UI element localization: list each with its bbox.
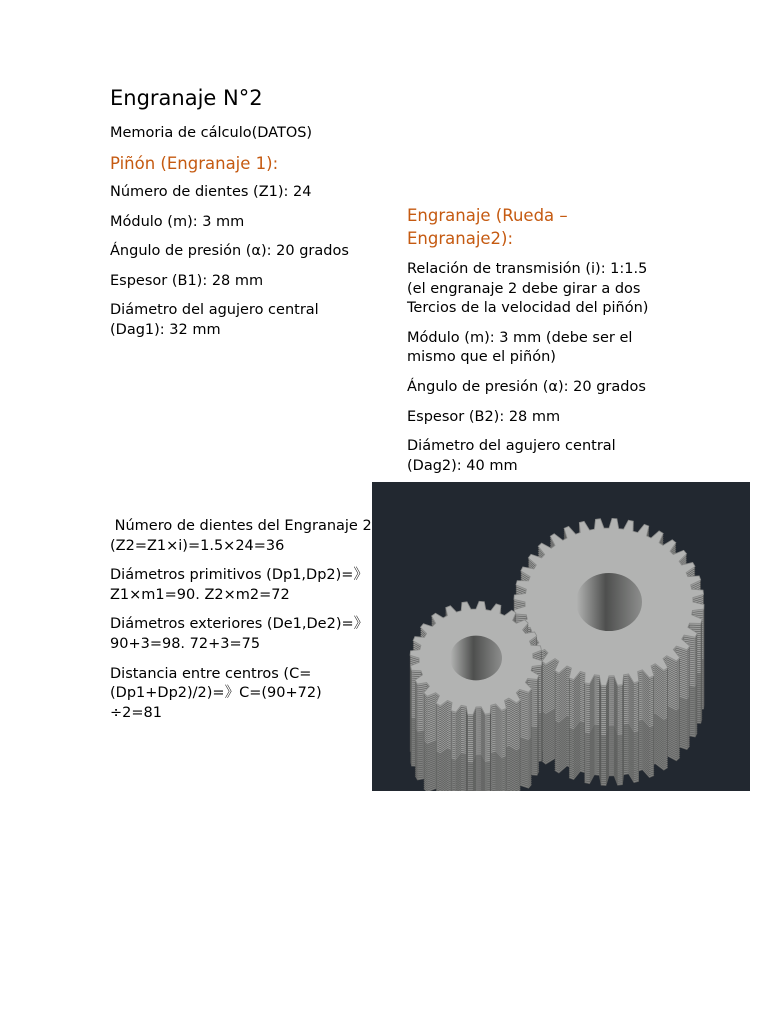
pinion-bore-diameter: Diámetro del agujero central (Dag1): 32 mm — [110, 302, 319, 338]
rueda-transmission-ratio: Relación de transmisión (i): 1:1.5 (el engranaje 2 debe girar a dos Tercios de la velocidad del piñón) — [407, 261, 649, 317]
document-subtitle: Memoria de cálculo(DATOS) — [110, 125, 313, 141]
small-gear-bore-hole — [450, 636, 502, 681]
pinion-module: Módulo (m): 3 mm — [110, 213, 245, 230]
rueda-module: Módulo (m): 3 mm (debe ser el mismo que el piñón) — [407, 329, 633, 366]
small-gear-shape — [410, 601, 542, 791]
gears-illustration — [372, 482, 750, 791]
rueda-bore-diameter: Diámetro del agujero central (Dag2): 40 mm — [407, 438, 616, 474]
calculations-section — [110, 517, 372, 733]
pinion-thickness: Espesor (B1): 28 mm — [110, 272, 264, 289]
pinion-pressure-angle: Ángulo de presión (α): 20 grados — [110, 243, 349, 260]
rueda-section — [407, 204, 669, 486]
document-title: Engranaje N°2 — [110, 86, 263, 110]
pinion-heading: Piñón (Engranaje 1): — [110, 154, 279, 173]
gears-3d-figure — [372, 482, 750, 791]
rueda-thickness: Espesor (B2): 28 mm — [407, 408, 561, 425]
large-gear-shape — [514, 518, 704, 785]
large-gear-bore-hole — [576, 573, 642, 631]
rueda-pressure-angle: Ángulo de presión (α): 20 grados — [407, 378, 646, 395]
calc-outer-diameters: Diámetros exteriores (De1,De2)=》90+3=98. 72+3=75 — [110, 616, 369, 652]
calc-teeth-gear2: Número de dientes del Engranaje 2 (Z2=Z1×i)=1.5×24=36 — [110, 518, 372, 554]
pinion-section — [110, 152, 360, 351]
pinion-teeth: Número de dientes (Z1): 24 — [110, 184, 312, 200]
rueda-heading: Engranaje (Rueda – Engranaje2): — [407, 206, 568, 248]
calc-pitch-diameters: Diámetros primitivos (Dp1,Dp2)=》Z1×m1=90. Z2×m2=72 — [110, 567, 368, 603]
calc-center-distance: Distancia entre centros (C=(Dp1+Dp2)/2)=》C=(90+72) ÷2=81 — [110, 665, 322, 721]
